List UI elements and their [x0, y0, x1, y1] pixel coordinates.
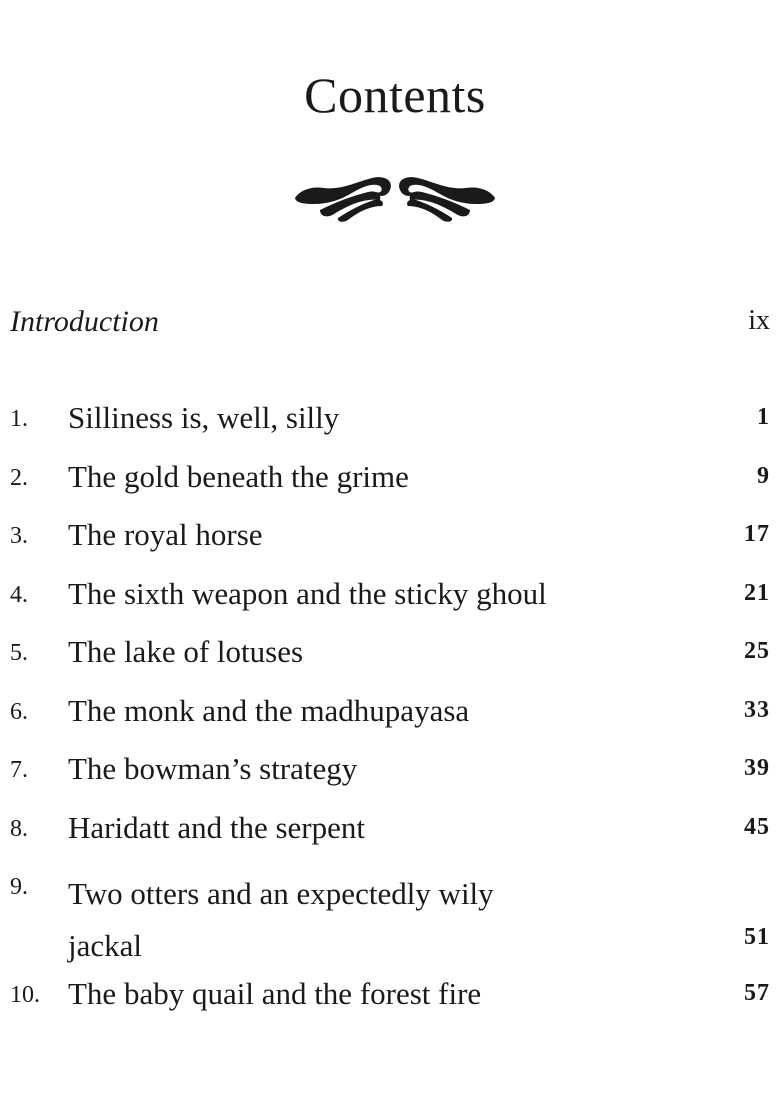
chapter-number: 3. [10, 523, 28, 549]
chapter-number: 10. [10, 982, 40, 1008]
toc-entry [10, 868, 770, 976]
chapter-number: 4. [10, 581, 28, 608]
chapter-title: The lake of lotuses [68, 634, 304, 669]
toc-entry [10, 459, 770, 518]
toc-entry [10, 517, 770, 576]
chapter-page-number: 45 [744, 813, 770, 840]
toc-entry [10, 576, 770, 635]
chapter-title: Silliness is, well, silly [68, 400, 340, 435]
chapter-title: The sixth weapon and the sticky ghoul [68, 575, 547, 611]
chapter-title: The baby quail and the forest fire [68, 976, 482, 1011]
toc-entry [10, 634, 770, 693]
chapter-page-number: 57 [744, 980, 770, 1006]
toc-entry [10, 400, 770, 459]
chapter-title: Haridatt and the serpent [68, 809, 365, 845]
chapter-page-number: 33 [744, 696, 770, 723]
chapter-number: 6. [10, 698, 28, 725]
chapter-page-number: 9 [757, 462, 770, 489]
toc-entry [10, 976, 770, 1035]
chapter-number: 8. [10, 815, 28, 842]
toc-entry [10, 693, 770, 752]
chapter-page-number: 1 [757, 404, 770, 430]
chapter-number: 7. [10, 757, 28, 783]
chapter-number: 1. [10, 406, 28, 432]
chapter-title: The gold beneath the grime [68, 458, 409, 494]
toc-entry [10, 810, 770, 869]
toc-introduction [10, 305, 770, 345]
chapter-number: 2. [10, 464, 28, 491]
chapter-page-number: 39 [744, 755, 770, 781]
page-title: Contents [304, 67, 486, 123]
chapter-page-number: 21 [744, 579, 770, 606]
chapter-page-number: 51 [744, 924, 770, 950]
chapter-number: 9. [10, 874, 28, 900]
chapter-title: The bowman’s strategy [68, 751, 358, 786]
scroll-flourish-icon [290, 170, 500, 225]
toc-entry [10, 751, 770, 810]
chapter-title: Two otters and an expectedly wily jackal [68, 876, 494, 963]
chapter-title: The royal horse [68, 517, 263, 552]
chapter-page-number: 17 [744, 521, 770, 547]
chapter-title: The monk and the madhupayasa [68, 692, 470, 728]
chapter-page-number: 25 [744, 638, 770, 664]
introduction-page-number: ix [748, 305, 770, 336]
introduction-label: Introduction [10, 305, 159, 338]
toc-list [10, 400, 770, 1035]
chapter-number: 5. [10, 640, 28, 666]
